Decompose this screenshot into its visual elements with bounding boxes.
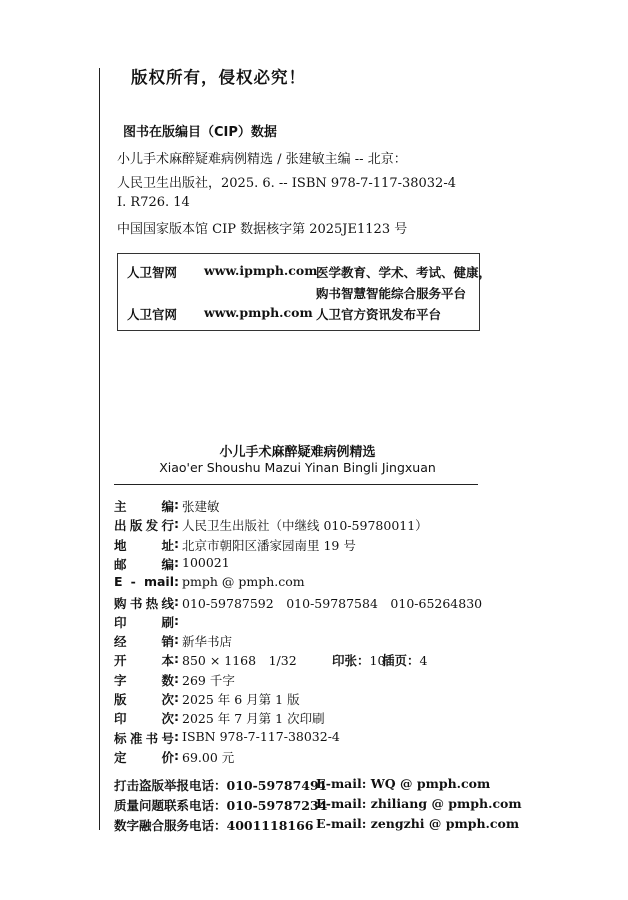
detail-value: 100021 (182, 554, 230, 570)
detail-colon: : (174, 709, 179, 725)
detail-colon: : (174, 670, 179, 686)
detail-value: 北京市朝阳区潘家园南里 19 号 (182, 537, 356, 553)
detail-extra-label: 插页： (382, 653, 420, 669)
detail-label: 字 数 (114, 672, 174, 688)
detail-colon: : (174, 535, 179, 551)
platform-desc: 医学教育、学术、考试、健康， (316, 265, 492, 280)
hotline-phone: 010-59787491 (226, 778, 328, 793)
detail-value: 69.00 元 (182, 749, 235, 765)
detail-colon: : (174, 554, 179, 570)
hotline-row (114, 816, 520, 834)
detail-value: 人民卫生出版社（中继线 010-59780011） (182, 518, 428, 534)
detail-label: 版 次 (114, 692, 174, 707)
detail-label: 印 次 (114, 711, 174, 727)
hotline-email[interactable]: E-mail: WQ @ pmph.com (316, 776, 491, 791)
detail-label: 购 书 热 线 (114, 595, 174, 611)
platform-desc: 购书智慧智能综合服务平台 (316, 286, 467, 301)
detail-value: 2025 年 7 月第 1 次印刷 (182, 711, 325, 727)
detail-extra (382, 651, 427, 669)
platform-name: 人卫智网 (127, 265, 178, 280)
detail-extra (332, 651, 385, 669)
detail-colon: : (174, 632, 179, 648)
detail-colon: : (174, 612, 179, 628)
detail-colon: : (174, 516, 179, 532)
platform-name: 人卫官网 (127, 307, 178, 322)
detail-label: 出 版 发 行 (114, 518, 174, 534)
cip-title: 图书在版编目（CIP）数据 (123, 125, 277, 140)
hotline-label: 质量问题联系电话： (114, 798, 227, 813)
cip-line: 人民卫生出版社，2025. 6. -- ISBN 978-7-117-38032-4 (117, 176, 456, 191)
detail-colon: : (174, 574, 179, 590)
detail-colon: : (174, 593, 179, 609)
cip-line: 小儿手术麻醉疑难病例精选 / 张建敏主编 -- 北京： (117, 152, 407, 167)
hotline-label: 打击盗版举报电话： (114, 778, 227, 793)
service-info-box (117, 253, 492, 331)
platform-url[interactable]: www.pmph.com (204, 305, 313, 320)
detail-value: 张建敏 (182, 499, 220, 514)
detail-label: 主 编 (114, 499, 174, 514)
cip-line: Ⅰ. R726. 14 (117, 195, 190, 210)
detail-label: 印 刷 (114, 614, 174, 630)
detail-value: 2025 年 6 月第 1 版 (182, 692, 300, 707)
margin-rule (99, 68, 100, 830)
detail-extra-label: 印张： (332, 653, 370, 669)
detail-value: 850 × 1168 1/32 (182, 653, 297, 669)
detail-label: E - mail (114, 574, 174, 590)
detail-colon: : (174, 728, 179, 744)
detail-label: 开 本 (114, 653, 174, 669)
detail-colon: : (174, 497, 179, 512)
detail-label: 邮 编 (114, 556, 174, 572)
hotline-email[interactable]: E-mail: zengzhi @ pmph.com (316, 816, 520, 831)
detail-value: 010-59787592 010-59787584 010-65264830 (182, 595, 483, 611)
detail-value: pmph @ pmph.com (182, 574, 305, 590)
platform-desc: 人卫官方资讯发布平台 (316, 307, 442, 322)
detail-value: 新华书店 (182, 634, 233, 650)
book-title-pinyin: Xiao'er Shoushu Mazui Yinan Bingli Jingxuan (159, 460, 436, 475)
detail-label: 经 销 (114, 634, 174, 650)
copyright-notice: 版权所有，侵权必究！ (131, 68, 306, 87)
hotline-phone: 4001118166 (226, 818, 314, 833)
detail-colon: : (174, 690, 179, 705)
cip-line: 中国国家版本馆 CIP 数据核字第 2025JE1123 号 (117, 222, 408, 237)
detail-colon: : (174, 747, 179, 763)
detail-label: 定 价 (114, 749, 174, 765)
detail-extra-value: 4 (419, 653, 428, 669)
detail-value: ISBN 978-7-117-38032-4 (182, 728, 340, 744)
hotline-row (114, 776, 491, 794)
hotline-row (114, 796, 522, 814)
divider (114, 484, 478, 485)
detail-value: 269 千字 (182, 672, 235, 688)
hotline-label: 数字融合服务电话： (114, 818, 227, 833)
detail-label: 地 址 (114, 537, 174, 553)
detail-colon: : (174, 651, 179, 667)
hotline-email[interactable]: E-mail: zhiliang @ pmph.com (316, 796, 522, 811)
detail-extra-value: 10 (369, 653, 386, 669)
detail-label: 标 准 书 号 (114, 730, 174, 746)
platform-url[interactable]: www.ipmph.com (204, 263, 318, 278)
hotline-phone: 010-59787234 (226, 798, 328, 813)
book-title-cn: 小儿手术麻醉疑难病例精选 (219, 445, 376, 460)
